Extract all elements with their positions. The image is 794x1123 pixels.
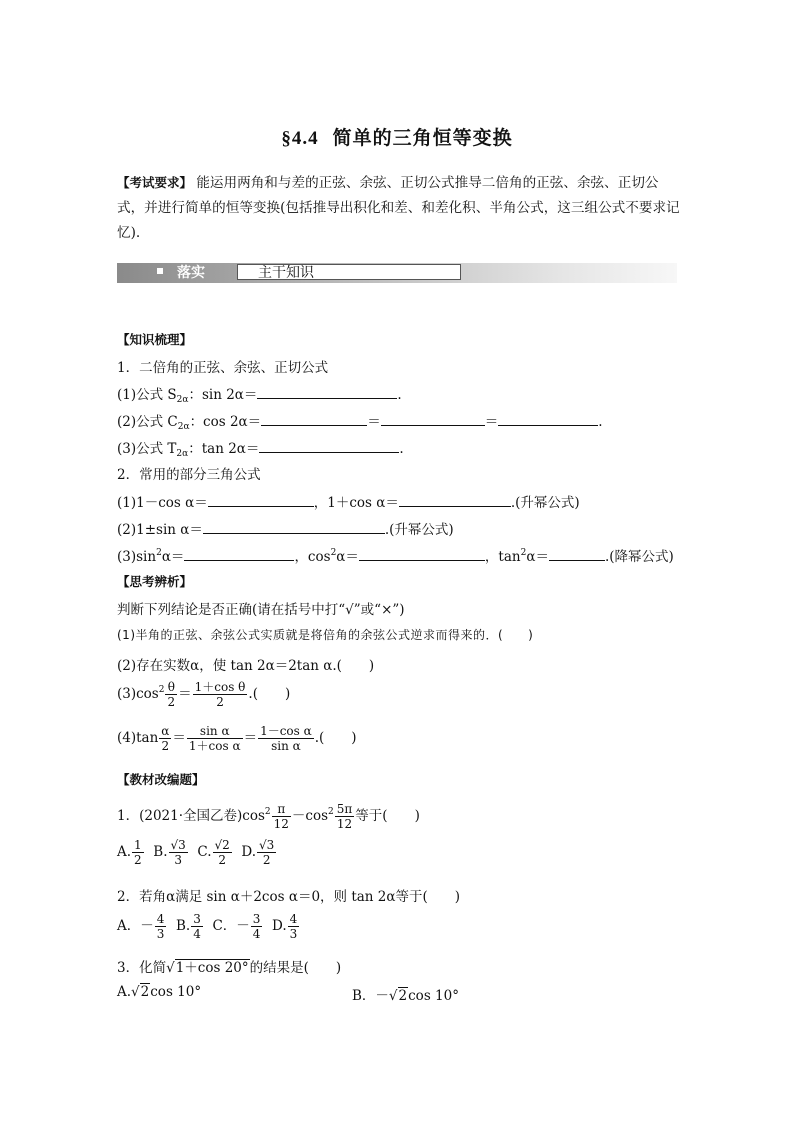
denominator: 2 [167,695,176,709]
numerator: √2 [214,838,230,852]
option-label: D. [241,844,257,860]
answer-blank[interactable] [399,493,511,507]
option-c[interactable] [212,912,263,941]
fraction [272,802,291,831]
fraction [169,838,188,867]
sqrt-icon: √ [131,984,140,1000]
knowledge-header: 【知识梳理】 [117,332,193,347]
answer-blank[interactable] [381,412,485,426]
equals: ＝ [484,414,499,430]
think-header: 【思考辨析】 [117,574,193,589]
fraction [257,838,276,867]
formula-text: (3)sin [117,549,157,565]
answer-blank[interactable] [203,520,385,534]
formula-text: ，cos [294,549,331,565]
numerator: sin α [187,724,243,739]
denominator: 2 [161,739,170,753]
numerator: 4 [156,912,165,926]
denominator: 4 [252,927,261,941]
think-intro: 判断下列结论是否正确(请在括号中打“√”或“×”) [117,602,405,618]
answer-blank[interactable] [359,547,485,561]
radicand: 2 [140,984,150,1000]
numerator: 4 [289,912,298,926]
denominator: 2 [134,853,142,867]
fraction [258,724,314,753]
formula-label: (2)公式 C [117,414,178,430]
problem-text: 1．(2021·全国乙卷)cos [117,808,265,824]
requirement-tag: 【考试要求】 [117,175,193,190]
option-label: C．－ [212,918,250,934]
numerator: 1 [134,838,142,852]
superscript: 2 [264,807,271,817]
formula-label: (3)公式 T [117,441,177,457]
think-q1: (1)半角的正弦、余弦公式实质就是将倍角的余弦公式逆求而得来的．( ) [117,628,534,642]
problem-2-options [117,912,300,941]
formula-text: α＝ [161,549,185,565]
formula-text: ，tan [484,549,521,565]
numerator: 3 [193,912,201,926]
formula-t2a [117,437,404,459]
denominator: 3 [156,927,165,941]
answer-blank[interactable] [257,385,397,399]
superscript: 2 [520,548,527,558]
option-label: A. [117,844,132,860]
textbook-header: 【教材改编题】 [117,772,205,787]
fraction [191,912,203,941]
answer-parens: .( ) [314,730,357,746]
option-label: A. [117,984,132,1000]
option-c[interactable] [197,838,232,867]
superscript: 2 [328,807,334,817]
formula-g2 [117,518,454,538]
formula-note: .(升幂公式) [510,495,580,511]
formula-c2a [117,410,602,432]
sqrt-icon: √ [166,960,175,976]
formula-text: (2)1±sin α＝ [117,522,203,538]
problem-text: 等于( ) [355,808,420,824]
problem-3-option-b[interactable] [352,984,459,1004]
formula-text: (3)cos [117,686,159,702]
answer-blank[interactable] [498,412,598,426]
numerator: π [272,802,291,817]
equals: ＝ [243,730,258,746]
sqrt-icon: √ [388,988,398,1004]
formula-subscript: 2α [176,449,189,459]
banner-right-label: 主干知识 [258,265,314,281]
option-a[interactable] [117,838,145,867]
option-b[interactable] [153,838,189,867]
formula-note: .(降幂公式) [604,549,674,565]
think-q2: (2)存在实数α，使 tan 2α＝2tan α.( ) [117,658,375,674]
fraction [155,912,167,941]
square-icon [157,268,163,274]
problem-1 [117,802,420,831]
denominator: sin α [271,739,301,753]
formula-g1 [117,491,580,511]
fraction [251,912,263,941]
fraction [159,724,171,753]
formula-note: .(升幂公式) [384,522,454,538]
formula-text: ：cos 2α＝ [189,414,262,430]
answer-blank[interactable] [261,412,367,426]
option-label: B．－ [352,988,389,1004]
numerator: √3 [259,838,275,852]
superscript: 2 [156,548,162,558]
superscript: 2 [330,548,337,558]
formula-label: (1)公式 S [117,387,177,403]
banner-left-label: 落实 [177,265,205,281]
fraction [213,838,232,867]
option-a[interactable] [117,912,167,941]
denominator: 12 [336,817,353,831]
answer-blank[interactable] [208,493,314,507]
answer-blank[interactable] [549,547,605,561]
exam-requirement [117,170,682,246]
numerator: 1－cos α [260,724,312,738]
denominator: 3 [174,853,182,867]
problem-3 [117,956,341,976]
denominator: 12 [273,817,289,831]
section-number: §4.4 [281,128,319,149]
knowledge-item-1: 1．二倍角的正弦、余弦、正切公式 [117,360,329,376]
page-title [0,123,794,150]
denominator: 1＋cos α [188,739,241,753]
formula-text: (1)1－cos α＝ [117,495,208,511]
problem-1-options [117,838,277,867]
numerator: √3 [170,838,186,852]
fraction [193,680,248,709]
problem-text: 3．化简 [117,960,167,976]
answer-blank[interactable] [259,439,399,453]
denominator: 3 [289,927,298,941]
formula-subscript: 2α [177,422,190,432]
banner-left [157,263,205,283]
requirement-text: 能运用两角和与差的正弦、余弦、正切公式推导二倍角的正弦、余弦、正切公式，并进行简单的恒等变换(包括推导出积化和差、和差化积、半角公式，这三组公式不要求记忆). [117,175,680,241]
numerator: 3 [252,912,261,926]
formula-s2a [117,383,402,405]
section-title: 简单的三角恒等变换 [332,127,513,149]
problem-3-option-a[interactable] [117,984,201,1000]
option-label: C. [197,844,212,860]
option-text: cos 10° [150,984,202,1000]
problem-text: 的结果是( ) [249,960,342,976]
think-q3 [117,680,290,709]
answer-blank[interactable] [184,547,294,561]
formula-text: (4)tan [117,730,159,746]
option-label: B. [175,918,191,934]
equals: ＝ [172,730,186,746]
fraction [187,724,243,753]
option-label: B. [153,844,168,860]
numerator: θ [165,680,177,695]
denominator: 2 [262,853,271,867]
denominator: 4 [193,927,201,941]
fraction [288,912,300,941]
formula-subscript: 2α [176,395,189,405]
formula-text: ：tan 2α＝ [188,441,260,457]
period: . [399,441,404,457]
option-label: D. [272,918,287,934]
formula-text: α＝ [526,549,549,565]
period: . [598,414,603,430]
fraction [335,802,355,831]
answer-parens: .( ) [248,686,291,702]
formula-g3 [117,545,674,565]
section-banner [117,263,677,283]
think-q4 [117,724,357,753]
superscript: 2 [158,685,165,695]
denominator: 2 [218,853,226,867]
problem-text: －cos [291,808,329,824]
banner-right [237,264,461,280]
radicand: 2 [398,988,408,1004]
period: . [397,387,402,403]
numerator: 1＋cos θ [194,680,246,694]
equals: ＝ [178,686,192,702]
option-d[interactable] [272,912,300,941]
option-text: cos 10° [408,988,459,1004]
numerator: α [161,724,170,738]
option-b[interactable] [175,912,204,941]
knowledge-item-2: 2．常用的部分三角公式 [117,467,261,483]
fraction [165,680,177,709]
formula-text: ，1＋cos α＝ [313,495,399,511]
formula-text: α＝ [336,549,359,565]
denominator: 2 [216,695,224,709]
radicand: 1＋cos 20° [175,960,249,976]
numerator: 5π [336,802,353,816]
option-d[interactable] [241,838,277,867]
formula-text: ：sin 2α＝ [188,387,258,403]
option-label: A．－ [117,918,154,934]
equals: ＝ [367,414,381,430]
problem-2: 2．若角α满足 sin α＋2cos α＝0，则 tan 2α等于( ) [117,889,461,905]
fraction [132,838,144,867]
